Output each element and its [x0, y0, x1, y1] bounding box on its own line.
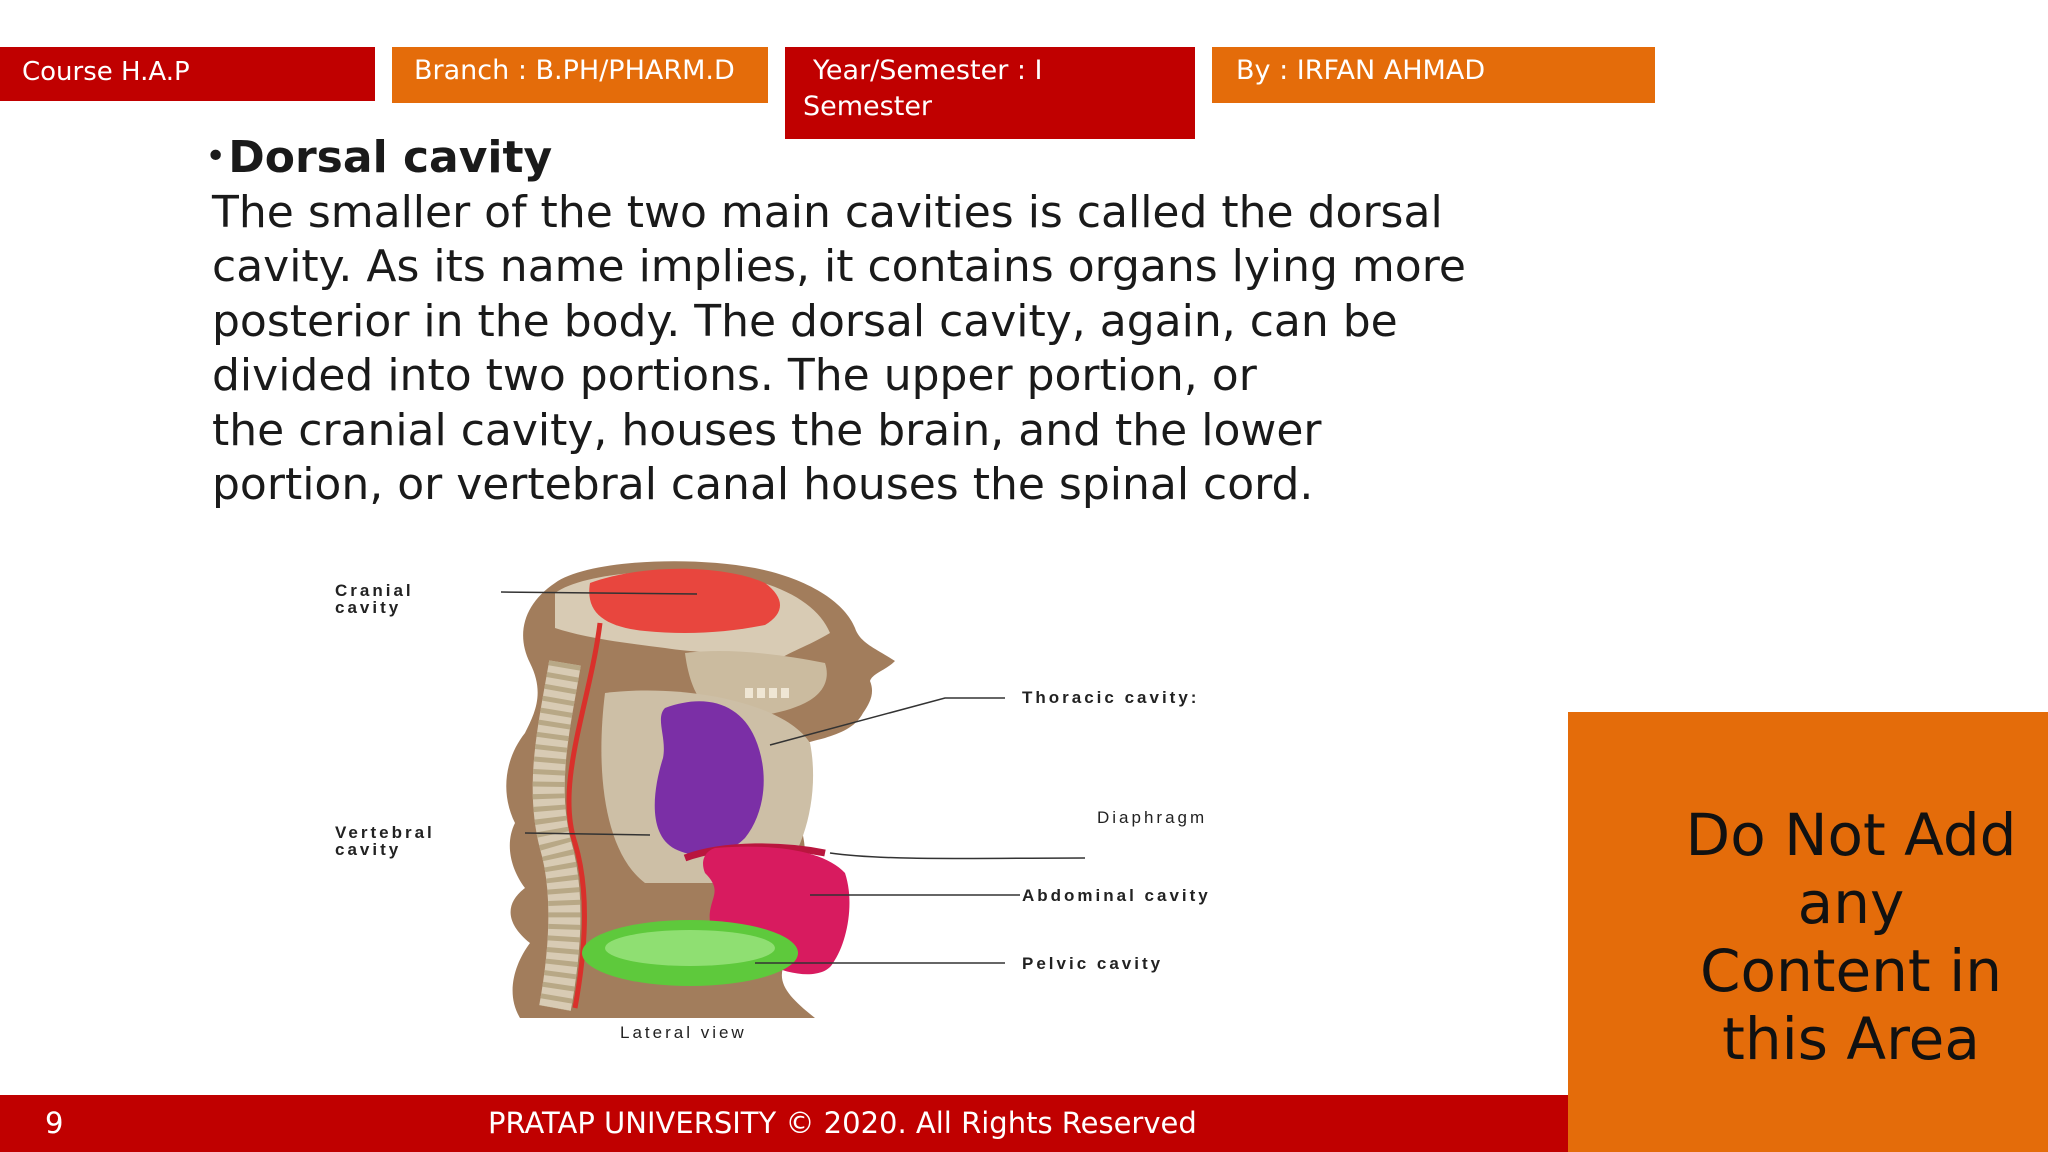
bullet: • [205, 136, 227, 177]
figure-caption: Lateral view [620, 1023, 747, 1042]
header-branch-tag [392, 47, 768, 103]
author-label: By : IRFAN AHMAD [1236, 55, 1486, 86]
reserved-area-text: Do Not Add any Content in this Area [1685, 801, 2017, 1073]
body-line: portion, or vertebral canal houses the spinal cord. [212, 459, 1314, 510]
label-abdominal: Abdominal cavity [1022, 886, 1211, 905]
body-line: cavity. As its name implies, it contains organs lying more [212, 241, 1466, 292]
label-thoracic: Thoracic cavity: [1022, 688, 1200, 707]
reserved-area-panel [1568, 712, 2048, 1152]
label-vertebral-1: Vertebral [335, 823, 435, 842]
label-diaphragm: Diaphragm [1097, 808, 1208, 827]
body-cavities-illustration [85, 553, 1460, 1043]
header-author-tag [1212, 47, 1655, 103]
label-cranial-2: cavity [335, 598, 402, 617]
slide-content [203, 130, 1466, 513]
label-cranial-1: Cranial [335, 581, 414, 600]
heading-text: Dorsal cavity [228, 132, 553, 183]
page-number: 9 [45, 1106, 64, 1140]
course-label: Course H.A.P [22, 57, 190, 87]
cranial-cavity [589, 569, 780, 633]
year-label-line2: Semester [803, 91, 933, 122]
footer-bar [0, 1095, 1568, 1152]
branch-label: Branch : B.PH/PHARM.D [414, 55, 735, 86]
body-line: The smaller of the two main cavities is called the dorsal [212, 186, 1443, 238]
label-pelvic: Pelvic cavity [1022, 954, 1164, 973]
body-line: divided into two portions. The upper portion, or [212, 350, 1257, 401]
header-year-tag [785, 47, 1195, 139]
year-label-line1: Year/Semester : I [813, 55, 1043, 86]
header-course-tag [0, 47, 375, 101]
body-line: the cranial cavity, houses the brain, and the lower [212, 404, 1322, 456]
footer-copyright: PRATAP UNIVERSITY © 2020. All Rights Reserved [488, 1106, 1197, 1140]
body-line: posterior in the body. The dorsal cavity, again, can be [212, 295, 1398, 347]
label-vertebral-2: cavity [335, 840, 402, 859]
slide-heading [205, 130, 1445, 186]
